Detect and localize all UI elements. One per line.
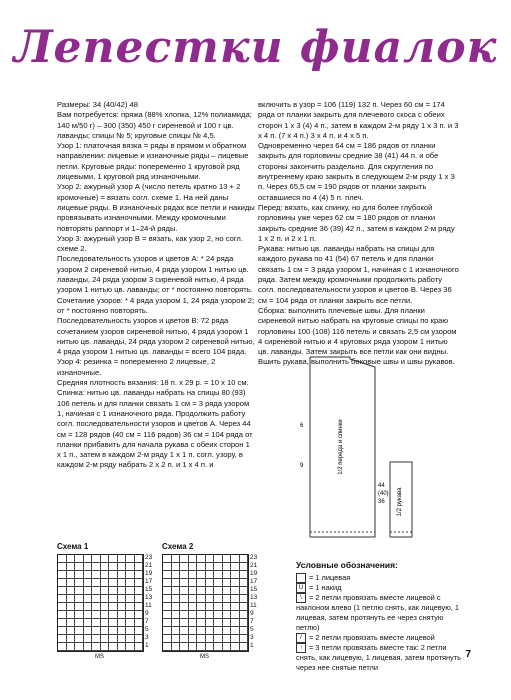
grid-cell — [172, 635, 181, 643]
grid-cell — [109, 635, 118, 643]
grid-cell — [163, 563, 172, 571]
grid-cell — [109, 555, 118, 563]
grid-cell — [118, 563, 127, 571]
grid-cell — [67, 619, 76, 627]
left-decrease-icon: \ — [296, 593, 306, 603]
grid-cell — [75, 619, 84, 627]
grid-cell — [135, 587, 144, 595]
grid-cell — [197, 635, 206, 643]
grid-cell — [163, 619, 172, 627]
scheme-1-grid — [57, 554, 144, 652]
grid-cell — [197, 595, 206, 603]
grid-cell — [84, 611, 93, 619]
grid-cell — [101, 603, 110, 611]
grid-cell — [180, 603, 189, 611]
grid-cell — [231, 555, 240, 563]
grid-cell — [172, 627, 181, 635]
grid-cell — [58, 595, 67, 603]
grid-cell — [135, 579, 144, 587]
grid-cell — [58, 627, 67, 635]
diagram-label-sleeve: 1/2 рукава — [397, 487, 403, 517]
grid-cell — [197, 643, 206, 651]
grid-cell — [223, 571, 232, 579]
grid-cell — [101, 579, 110, 587]
grid-cell — [126, 555, 135, 563]
grid-cell — [84, 619, 93, 627]
grid-cell — [223, 563, 232, 571]
grid-cell — [135, 563, 144, 571]
grid-cell — [118, 619, 127, 627]
grid-cell — [240, 627, 249, 635]
paragraph: Узор 4: резинка = попеременно 2 лицевые, 2 изнаночные. — [57, 357, 216, 377]
grid-cell — [75, 603, 84, 611]
grid-cell — [58, 571, 67, 579]
grid-cell — [67, 603, 76, 611]
grid-cell — [58, 579, 67, 587]
paragraph: Размеры: 34 (40/42) 48 — [57, 100, 138, 109]
grid-cell — [84, 643, 93, 651]
grid-cell — [126, 603, 135, 611]
grid-cell — [58, 611, 67, 619]
grid-cell — [240, 635, 249, 643]
grid-cell — [135, 627, 144, 635]
grid-cell — [214, 555, 223, 563]
grid-cell — [126, 579, 135, 587]
grid-cell — [135, 611, 144, 619]
instructions-right-column — [258, 100, 460, 368]
grid-cell — [67, 587, 76, 595]
grid-cell — [163, 555, 172, 563]
grid-cell — [172, 579, 181, 587]
grid-cell — [118, 555, 127, 563]
grid-cell — [84, 635, 93, 643]
grid-cell — [75, 627, 84, 635]
grid-cell — [206, 587, 215, 595]
grid-cell — [189, 611, 198, 619]
grid-cell — [135, 571, 144, 579]
grid-cell — [126, 611, 135, 619]
grid-cell — [172, 587, 181, 595]
grid-cell — [214, 587, 223, 595]
scheme-1-title: Схема 1 — [57, 542, 89, 551]
grid-cell — [126, 635, 135, 643]
grid-cell — [180, 619, 189, 627]
legend-item: \ = 2 петли провязать вместе лицевой с наклоном влево (1 петлю снять, как лицевую, 1 лицевая, затем протянуть ее через снятую петлю) — [296, 593, 459, 633]
grid-cell — [231, 595, 240, 603]
grid-cell — [240, 595, 249, 603]
grid-cell — [172, 571, 181, 579]
grid-cell — [163, 611, 172, 619]
paragraph: Средняя плотность вязания: 18 п. x 29 р. = 10 x 10 см. — [57, 378, 249, 388]
grid-cell — [126, 571, 135, 579]
grid-cell — [231, 603, 240, 611]
grid-cell — [75, 611, 84, 619]
grid-cell — [109, 611, 118, 619]
scheme-2-grid — [162, 554, 249, 652]
grid-cell — [92, 595, 101, 603]
grid-cell — [75, 595, 84, 603]
grid-cell — [180, 579, 189, 587]
grid-cell — [84, 627, 93, 635]
grid-cell — [92, 611, 101, 619]
grid-cell — [58, 587, 67, 595]
page-number: 7 — [465, 649, 471, 660]
scheme-2-row-numbers: 23 21 19 17 15 13 11 9 7 5 3 1 — [250, 554, 258, 649]
stitch-schemes — [57, 542, 267, 677]
grid-cell — [92, 643, 101, 651]
grid-cell — [172, 619, 181, 627]
grid-cell — [101, 635, 110, 643]
legend — [296, 560, 466, 673]
grid-cell — [118, 571, 127, 579]
grid-cell — [172, 611, 181, 619]
grid-cell — [197, 555, 206, 563]
grid-cell — [189, 603, 198, 611]
grid-cell — [67, 611, 76, 619]
grid-cell — [189, 587, 198, 595]
grid-cell — [180, 643, 189, 651]
grid-cell — [172, 643, 181, 651]
grid-cell — [163, 643, 172, 651]
grid-cell — [92, 603, 101, 611]
grid-cell — [75, 571, 84, 579]
grid-cell — [75, 587, 84, 595]
grid-cell — [197, 619, 206, 627]
grid-cell — [206, 611, 215, 619]
legend-title: Условные обозначения: — [296, 560, 398, 570]
scheme-1-ms: MS — [95, 654, 104, 660]
grid-cell — [223, 619, 232, 627]
grid-cell — [58, 563, 67, 571]
grid-cell — [101, 611, 110, 619]
grid-cell — [206, 603, 215, 611]
grid-cell — [84, 571, 93, 579]
grid-cell — [189, 579, 198, 587]
grid-cell — [58, 603, 67, 611]
grid-cell — [163, 603, 172, 611]
grid-cell — [84, 603, 93, 611]
grid-cell — [223, 579, 232, 587]
grid-cell — [135, 643, 144, 651]
grid-cell — [189, 619, 198, 627]
grid-cell — [126, 627, 135, 635]
grid-cell — [75, 643, 84, 651]
grid-cell — [197, 563, 206, 571]
grid-cell — [214, 563, 223, 571]
diagram-dim-44: 44 — [378, 483, 385, 489]
grid-cell — [231, 611, 240, 619]
grid-cell — [135, 635, 144, 643]
grid-cell — [101, 643, 110, 651]
grid-cell — [231, 627, 240, 635]
grid-cell — [231, 635, 240, 643]
grid-cell — [75, 635, 84, 643]
grid-cell — [172, 603, 181, 611]
grid-cell — [223, 643, 232, 651]
grid-cell — [92, 579, 101, 587]
grid-cell — [206, 555, 215, 563]
grid-cell — [84, 555, 93, 563]
grid-cell — [101, 627, 110, 635]
grid-cell — [223, 635, 232, 643]
grid-cell — [189, 563, 198, 571]
grid-cell — [84, 579, 93, 587]
grid-cell — [240, 603, 249, 611]
grid-cell — [163, 635, 172, 643]
grid-cell — [223, 611, 232, 619]
legend-item: ↑ = 3 петли провязать вместе так: 2 петли снять, как лицевую, 1 лицевая, затем протянуть через нее снятые петли — [296, 643, 461, 673]
grid-cell — [118, 595, 127, 603]
grid-cell — [189, 643, 198, 651]
grid-cell — [214, 635, 223, 643]
grid-cell — [163, 627, 172, 635]
grid-cell — [180, 635, 189, 643]
paragraph: Одновременно через 64 см = 186 рядов от планки закрыть для горловины средние 38 (41) 44 п. и обе стороны закончить раздельно. Для скругления по внутреннему краю закрыть в следующем 2-м ряду 1 x 3 п. Через 65,5 см = 190 рядов от планки закрыть оставшиеся по 4 (4) 5 п. плеч. — [258, 141, 455, 202]
grid-cell — [67, 627, 76, 635]
grid-cell — [214, 571, 223, 579]
grid-cell — [189, 571, 198, 579]
grid-cell — [67, 635, 76, 643]
grid-cell — [180, 555, 189, 563]
grid-cell — [214, 619, 223, 627]
paragraph: Вам потребуется: пряжа (88% хлопка, 12% полиамида; 140 м/50 г) – 300 (350) 450 г сиреневой и 100 г цв. лаванды; спицы № 5; круговые спицы № 4,5. — [57, 110, 252, 140]
grid-cell — [135, 603, 144, 611]
diagram-dim-6: 6 — [300, 423, 304, 429]
paragraph: Сочетание узоров: * 4 ряда узором 1, 24 ряда узором 2; от * постоянно повторять. — [57, 295, 255, 315]
grid-cell — [67, 579, 76, 587]
grid-cell — [109, 627, 118, 635]
grid-cell — [75, 555, 84, 563]
grid-cell — [223, 555, 232, 563]
grid-cell — [180, 563, 189, 571]
grid-cell — [101, 619, 110, 627]
grid-cell — [58, 619, 67, 627]
diagram-dim-40: (40) — [378, 491, 389, 497]
scheme-2-title: Схема 2 — [162, 542, 194, 551]
legend-item: / = 2 петли провязать вместе лицевой — [296, 633, 466, 643]
grid-cell — [109, 643, 118, 651]
yarn-over-icon: U — [296, 583, 306, 593]
grid-cell — [67, 563, 76, 571]
grid-cell — [75, 563, 84, 571]
grid-cell — [92, 571, 101, 579]
instructions-left-column — [57, 100, 255, 471]
grid-cell — [223, 595, 232, 603]
paragraph: включить в узор = 106 (119) 132 п. Через 60 см = 174 ряда от планки закрыть для плечевого скоса с обеих сторон 1 x 3 (4) 4 п., затем в каждом 2-м ряду 1 x 3 п. и 3 x 4 п. (7 x 4 п.) 3 x 4 п. и 4 x 5 п. — [258, 100, 459, 140]
grid-cell — [101, 571, 110, 579]
grid-cell — [118, 587, 127, 595]
grid-cell — [180, 627, 189, 635]
paragraph: Спинка: нитью цв. лаванды набрать на спицы 80 (93) 106 петель и для планки связать 1 см = 3 ряда узором 1, начиная с 1 изнаночного ряда. Продолжить работу согл. последовательности узоров и цветов А. Через 44 см = 128 рядов (40 см = 116 рядов) 36 см = 104 ряда от планки прибавить для начала рукава с обеих сторон 1 x 1 п., затем в каждом 2-м ряду 1 x 1 п. согл. узору, в каждом 2-м ряду набрать 2 x 2 п. и 1 x 4 п. и — [57, 388, 253, 470]
grid-cell — [240, 555, 249, 563]
grid-cell — [197, 627, 206, 635]
grid-cell — [180, 611, 189, 619]
grid-cell — [84, 587, 93, 595]
grid-cell — [135, 619, 144, 627]
grid-cell — [206, 619, 215, 627]
page-title: Лепестки фиалок — [13, 22, 498, 73]
grid-cell — [231, 579, 240, 587]
grid-cell — [240, 579, 249, 587]
grid-cell — [172, 555, 181, 563]
grid-cell — [101, 563, 110, 571]
paragraph: Узор 3: ажурный узор В = вязать, как узор 2, но согл. схеме 2. — [57, 233, 243, 254]
grid-cell — [109, 595, 118, 603]
grid-cell — [92, 619, 101, 627]
grid-cell — [189, 635, 198, 643]
grid-cell — [197, 579, 206, 587]
grid-cell — [109, 587, 118, 595]
grid-cell — [126, 643, 135, 651]
double-decrease-icon: ↑ — [296, 643, 306, 653]
grid-cell — [92, 627, 101, 635]
grid-cell — [206, 571, 215, 579]
grid-cell — [214, 611, 223, 619]
grid-cell — [214, 643, 223, 651]
grid-cell — [118, 603, 127, 611]
grid-cell — [101, 587, 110, 595]
grid-cell — [180, 571, 189, 579]
grid-cell — [67, 595, 76, 603]
diagram-dim-36: 36 — [378, 499, 385, 505]
grid-cell — [240, 643, 249, 651]
scheme-1-row-numbers: 23 21 19 17 15 13 11 9 7 5 3 1 — [145, 554, 153, 649]
grid-cell — [189, 595, 198, 603]
grid-cell — [206, 643, 215, 651]
grid-cell — [197, 611, 206, 619]
grid-cell — [231, 587, 240, 595]
grid-cell — [126, 595, 135, 603]
diagram-dim-9: 9 — [300, 463, 304, 469]
grid-cell — [109, 563, 118, 571]
grid-cell — [206, 595, 215, 603]
grid-cell — [163, 579, 172, 587]
grid-cell — [231, 619, 240, 627]
diagram-label-front: 1/2 переда и спинки — [338, 419, 344, 475]
right-decrease-icon: / — [296, 633, 306, 643]
grid-cell — [109, 571, 118, 579]
grid-cell — [58, 555, 67, 563]
grid-cell — [92, 635, 101, 643]
grid-cell — [172, 595, 181, 603]
grid-cell — [92, 555, 101, 563]
grid-cell — [214, 579, 223, 587]
grid-cell — [172, 563, 181, 571]
grid-cell — [214, 603, 223, 611]
grid-cell — [92, 563, 101, 571]
grid-cell — [126, 619, 135, 627]
grid-cell — [180, 595, 189, 603]
grid-cell — [118, 635, 127, 643]
grid-cell — [231, 571, 240, 579]
grid-cell — [101, 555, 110, 563]
grid-cell — [197, 587, 206, 595]
grid-cell — [109, 579, 118, 587]
grid-cell — [206, 563, 215, 571]
grid-cell — [135, 595, 144, 603]
grid-cell — [135, 555, 144, 563]
grid-cell — [92, 587, 101, 595]
paragraph: Рукава: нитью цв. лаванды набрать на спицы для каждого рукава по 41 (54) 67 петель и для планки связать 1 см = 3 ряда узором 1, начиная с 1 изнаночного ряда. Затем между кромочными продолжить работу согл. последовательности узоров и цветов В. Через 36 см = 104 ряда от планки закрыть все петли. — [258, 244, 459, 305]
grid-cell — [223, 627, 232, 635]
paragraph: Сборка: выполнить плечевые швы. Для планки сиреневой нитью набрать на круговые спицы по краю горловины 100 (108) 116 петель и связать 2,5 см узором 4 сиреневой нитью и 4 круговых ряда узором 1 нитью цв. лаванды. Затем закрыть все петли как они видны. Вшить рукава, выполнить боковые швы и швы рукавов. — [258, 305, 457, 367]
paragraph: Последовательность узоров и цветов В: 72 ряда сочетанием узоров сиреневой нитью, 4 ряда узором 1 нитью цв. лаванды, 24 ряда узором 2 сиреневой нитью, 4 ряда узором 1 нитью цв. лаванды = всего 104 ряда. — [57, 316, 255, 357]
grid-cell — [231, 643, 240, 651]
grid-cell — [67, 555, 76, 563]
grid-cell — [189, 555, 198, 563]
grid-cell — [240, 611, 249, 619]
grid-cell — [197, 603, 206, 611]
grid-cell — [126, 587, 135, 595]
grid-cell — [163, 587, 172, 595]
grid-cell — [109, 619, 118, 627]
grid-cell — [118, 627, 127, 635]
grid-cell — [118, 579, 127, 587]
grid-cell — [118, 611, 127, 619]
pattern-diagram — [290, 347, 420, 547]
grid-cell — [223, 587, 232, 595]
grid-cell — [118, 643, 127, 651]
grid-cell — [58, 635, 67, 643]
grid-cell — [84, 563, 93, 571]
grid-cell — [240, 571, 249, 579]
grid-cell — [163, 595, 172, 603]
grid-cell — [240, 587, 249, 595]
grid-cell — [58, 643, 67, 651]
paragraph: Узор 2: ажурный узор А (число петель кратно 13 + 2 кромочные) = вязать согл. схеме 1. На ней даны лицевые ряды. В изнаночных рядах все петли и накиды провязывать изнаночными. Между кромочными повторять раппорт и 1–24-й ряды. — [57, 182, 255, 233]
grid-cell — [240, 563, 249, 571]
grid-cell — [240, 619, 249, 627]
paragraph: Последовательность узоров и цветов А: * 24 ряда узором 2 сиреневой нитью, 4 ряда узором 1 нитью цв. лаванды, 24 ряда узором 3 сиреневой нитью, 4 ряда узором 1 нитью цв. лаванды; от * постоянно повторять. — [57, 254, 253, 295]
grid-cell — [67, 571, 76, 579]
grid-cell — [214, 627, 223, 635]
grid-cell — [197, 571, 206, 579]
grid-cell — [206, 579, 215, 587]
grid-cell — [206, 635, 215, 643]
grid-cell — [67, 643, 76, 651]
legend-item: U = 1 накид — [296, 583, 466, 593]
legend-item: = 1 лицевая — [296, 573, 466, 583]
grid-cell — [84, 595, 93, 603]
grid-cell — [109, 603, 118, 611]
grid-cell — [75, 579, 84, 587]
knit-symbol-icon — [296, 573, 306, 583]
grid-cell — [163, 571, 172, 579]
grid-cell — [180, 587, 189, 595]
grid-cell — [189, 627, 198, 635]
grid-cell — [206, 627, 215, 635]
grid-cell — [231, 563, 240, 571]
grid-cell — [126, 563, 135, 571]
scheme-2-ms: MS — [200, 654, 209, 660]
paragraph: Узор 1: платочная вязка = ряды в прямом и обратном направлении: лицевые и изнаночные ряды – лицевые петли. Круговые ряды: попеременно 1 круговой ряд лицевыми, 1 круговой ряд изнаночными. — [57, 141, 249, 182]
paragraph: Перед: вязать, как спинку, но для более глубокой горловины уже через 62 см = 180 рядов от планки закрыть средние 36 (39) 42 п., затем в каждом 2-м ряду 1 x 2 п. и 2 x 1 п. — [258, 202, 455, 243]
grid-cell — [101, 595, 110, 603]
grid-cell — [214, 595, 223, 603]
grid-cell — [223, 603, 232, 611]
